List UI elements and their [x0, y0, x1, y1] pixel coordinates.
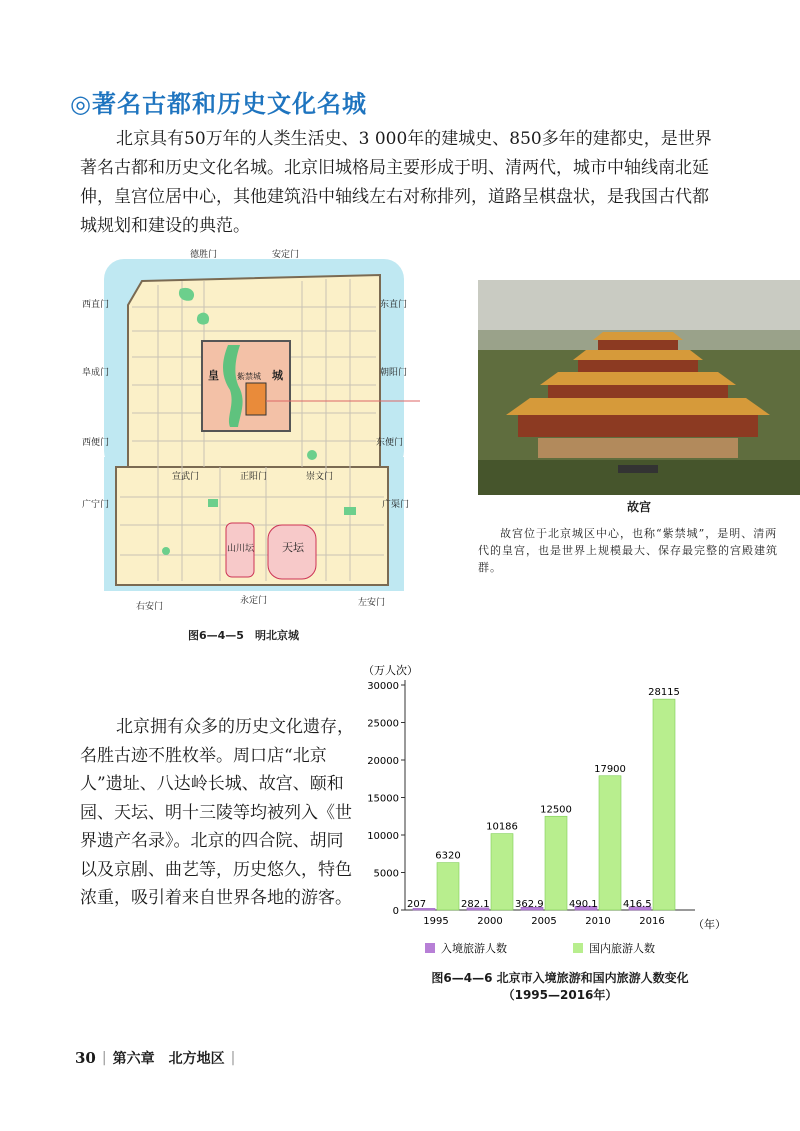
- data-label: 6320: [435, 850, 461, 862]
- page-number: 30: [75, 1049, 96, 1067]
- bar-domestic: [491, 834, 513, 910]
- y-tick-label: 30000: [367, 681, 399, 692]
- y-tick-label: 0: [392, 906, 399, 917]
- bar-domestic: [653, 699, 675, 910]
- data-label: 490.1: [569, 899, 598, 910]
- bar-domestic: [437, 863, 459, 910]
- chapter-title: 第六章 北方地区: [112, 1051, 225, 1067]
- gate-label: 西直门: [82, 300, 110, 310]
- gate-label: 崇文门: [306, 472, 334, 482]
- data-label: 17900: [594, 763, 626, 775]
- x-tick-label: 2016: [639, 916, 665, 927]
- section-heading: ◎著名古都和历史文化名城: [70, 90, 367, 118]
- x-tick-label: 2010: [585, 916, 611, 927]
- legend-label-domestic: 国内旅游人数: [589, 942, 655, 955]
- photo-description: 故宫位于北京城区中心，也称“紫禁城”，是明、清两代的皇宫，也是世界上规模最大、保存最完整的宫殿建筑群。: [478, 527, 778, 574]
- place-label: 紫禁城: [237, 372, 261, 381]
- place-label: 城: [272, 369, 283, 382]
- chart-caption: [400, 970, 720, 1004]
- gate-label: 东便门: [376, 438, 404, 448]
- chart-subtitle: （1995—2016年）: [502, 988, 618, 1002]
- x-axis-label: （年）: [693, 918, 726, 931]
- y-tick-label: 5000: [373, 868, 399, 880]
- data-label: 207: [407, 899, 427, 910]
- gate-label: 西便门: [82, 438, 110, 448]
- gate-label: 东直门: [380, 300, 408, 310]
- gate-label: 正阳门: [240, 472, 268, 482]
- y-tick-label: 10000: [367, 831, 399, 842]
- gate-label: 阜成门: [82, 368, 110, 378]
- map-caption: 图6—4—5 明北京城: [188, 629, 299, 642]
- bar-domestic: [545, 816, 567, 910]
- gate-label: 朝阳门: [380, 368, 408, 378]
- data-label: 362.9: [515, 899, 544, 910]
- photo-caption: 故宫: [626, 500, 651, 514]
- gate-label: 右安门: [136, 602, 164, 612]
- place-label: 山川坛: [227, 544, 255, 554]
- gate-label: 安定门: [272, 250, 300, 260]
- data-label: 282.1: [461, 899, 490, 910]
- data-label: 10186: [486, 821, 518, 833]
- bar-domestic: [599, 776, 621, 910]
- gate-label: 广宁门: [82, 500, 110, 510]
- chart-title: 图6—4—6 北京市入境旅游和国内旅游人数变化: [431, 971, 689, 985]
- page-footer: [75, 1048, 235, 1068]
- gate-label: 德胜门: [190, 250, 218, 260]
- gate-label: 广渠门: [382, 500, 410, 510]
- x-tick-label: 2000: [477, 916, 503, 927]
- gate-label: 宣武门: [172, 472, 200, 482]
- data-label: 416.5: [623, 899, 652, 910]
- ming-beijing-map: [80, 245, 420, 620]
- y-axis-label: （万人次）: [363, 664, 418, 677]
- legend-swatch-domestic: [573, 943, 583, 953]
- forbidden-city: [246, 383, 266, 415]
- gate-label: 左安门: [358, 598, 386, 608]
- y-tick-label: 20000: [367, 756, 399, 767]
- intro-paragraph: 北京具有50万年的人类生活史、3 000年的建城史、850多年的建都史，是世界著名古都和历史文化名城。北京旧城格局主要形成于明、清两代，城市中轴线南北延伸，皇宫位居中心，其他建筑沿中轴线左右对称排列，道路呈棋盘状，是我国古代都城规划和建设的典范。: [80, 129, 712, 236]
- forbidden-city-photo: [478, 280, 800, 495]
- heritage-paragraph: 北京拥有众多的历史文化遗存，名胜古迹不胜枚举。周口店“北京人”遗址、八达岭长城、故宫、颐和园、天坛、明十三陵等均被列入《世界遗产名录》。北京的四合院、胡同以及京剧、曲艺等，历史悠久，特色浓重，吸引着来自世界各地的游客。: [80, 717, 354, 908]
- footer-separator: |: [230, 1050, 236, 1066]
- legend-label-inbound: 入境旅游人数: [441, 942, 507, 955]
- data-label: 28115: [648, 687, 680, 699]
- y-tick-label: 15000: [367, 793, 399, 805]
- x-tick-label: 1995: [423, 916, 449, 927]
- place-label: 天坛: [282, 541, 304, 554]
- data-label: 12500: [540, 804, 572, 816]
- x-tick-label: 2005: [531, 916, 557, 927]
- place-label: 皇: [208, 369, 219, 382]
- gate-label: 永定门: [240, 596, 268, 606]
- y-tick-label: 25000: [367, 718, 399, 730]
- tourism-chart: [355, 660, 735, 965]
- footer-separator: |: [101, 1050, 107, 1066]
- legend-swatch-inbound: [425, 943, 435, 953]
